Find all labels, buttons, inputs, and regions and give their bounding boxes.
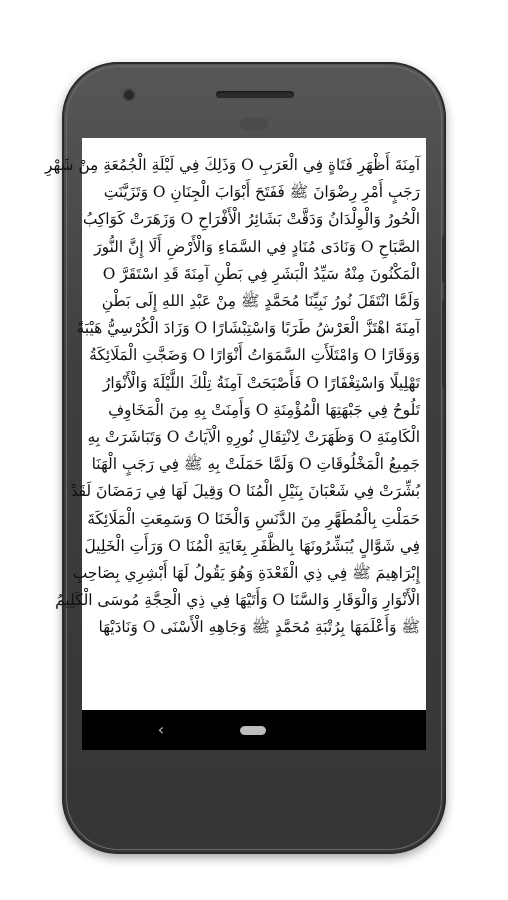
text-line: الْأَنْوَارِ وَالْوَقَارِ وَالسَّنَا O وَأَتَيْهَا فِي ذِي الْحِجَّةِ مُوسَى الْكَلِيمُ bbox=[55, 591, 420, 610]
text-line: إِبْرَاهِيمَ ﷺ فِي ذِي الْقَعْدَةِ وَهُوَ يَقُولُ لَهَا أَبْشِرِي بِصَاحِبِ bbox=[72, 564, 420, 583]
text-line: فِي شَوَّالٍ يُبَشِّرُونَهَا بِالظَّفَرِ بِغَايَةِ الْمُنَا O وَرَأَتِ الْخَلِيلَ bbox=[84, 536, 420, 555]
home-pill-icon[interactable] bbox=[240, 726, 266, 735]
front-camera-icon bbox=[124, 90, 134, 100]
arabic-text-reader[interactable] bbox=[44, 152, 420, 642]
text-line: بُشِّرَتْ فِي شَعْبَانَ بِنَيْلِ الْمُنَا O وَقِيلَ لَهَا فِي رَمَضَانَ لَقَدْ bbox=[70, 482, 420, 501]
text-line: حَمَلْتِ بِالْمُطَهَّرِ مِنَ الدَّنَسِ وَالْخَنَا O وَسَمِعَتِ الْمَلَائِكَةَ bbox=[87, 509, 420, 528]
text-line: الْكَامِنَةِ O وَظَهَرَتْ لِانْتِقَالِ نُورِهِ الْآيَاتُ O وَتَبَاشَرَتْ بِهِ bbox=[87, 428, 420, 447]
text-line: جَمِيعُ الْمَخْلُوقَاتِ O وَلَمَّا حَمَلَتْ بِهِ ﷺ فِي رَجَبٍ الْهَنَا bbox=[91, 455, 420, 474]
text-line: تَهْلِيلًا وَاسْتِغْفَارًا O فَأَصْبَحَتْ آمِنَةُ تِلْكَ اللَّيْلَةَ وَالْأَنْوَارُ bbox=[102, 373, 420, 392]
volume-rocker bbox=[442, 300, 446, 386]
earpiece-speaker bbox=[216, 91, 294, 98]
text-line: الْحُورُ وَالْوِلْدَانُ وَدَقَّتْ بَشَائِرُ الْأَفْرَاحِ O وَزَهَرَتْ كَوَاكِبُ bbox=[82, 210, 420, 229]
text-line: آمِنَةَ أَظْهَرِ فَتَاةٍ فِي الْعَرَبِ O وَذَلِكَ فِي لَيْلَةِ الْجُمُعَةِ مِنْ شَهْرِ bbox=[44, 156, 420, 174]
power-button bbox=[442, 236, 446, 282]
app-screen bbox=[44, 138, 426, 710]
text-line: وَلَمَّا انْتَقَلَ نُورُ نَبِيِّنَا مُحَمَّدٍ ﷺ مِنْ عَبْدِ اللهِ إِلَى بَطْنِ bbox=[101, 292, 420, 311]
back-chevron-icon[interactable]: ‹ bbox=[157, 720, 165, 739]
text-line: تَلُوحُ فِي جَبْهَتِهَا الْمُؤْمِنَةِ O وَأَمِنَتْ بِهِ مِنَ الْمَخَاوِفِ bbox=[108, 400, 420, 419]
text-line: الْمَكْنُونَ مِنْهُ سَيِّدُ الْبَشَرِ فِي بَطْنِ آمِنَةَ قَدِ اسْتَقَرَّ O bbox=[102, 264, 420, 283]
proximity-sensor bbox=[240, 118, 268, 130]
android-navigation-bar bbox=[82, 710, 426, 750]
text-line: وَوَقَارًا O وَامْتَلَأَتِ السَّمَوَاتُ أَنْوَارًا O وَضَجَّتِ الْمَلَائِكَةُ bbox=[89, 346, 420, 365]
text-line: الصَّبَاحِ O وَنَادَى مُنَادٍ فِي السَّمَاءِ وَالْأَرْضِ أَلَا إِنَّ النُّورَ bbox=[94, 237, 420, 256]
text-line: آمِنَةَ اهْتَزَّ الْعَرْشُ طَرَبًا وَاسْتِبْشَارًا O وَزَادَ الْكُرْسِيُّ هَيْبَةً bbox=[76, 319, 420, 338]
text-line: ﷺ وَأَعْلَمَهَا بِرُتْبَةِ مُحَمَّدٍ ﷺ وَجَاهِهِ الْأَسْنَى O وَنَادَيْهَا bbox=[98, 618, 420, 637]
text-line: رَجَبٍ أَمْرِ رِضْوَانَ ﷺ فَفَتَحَ أَبْوَابَ الْجِنَانِ O وَتَزَيَّنَتِ bbox=[103, 183, 420, 202]
